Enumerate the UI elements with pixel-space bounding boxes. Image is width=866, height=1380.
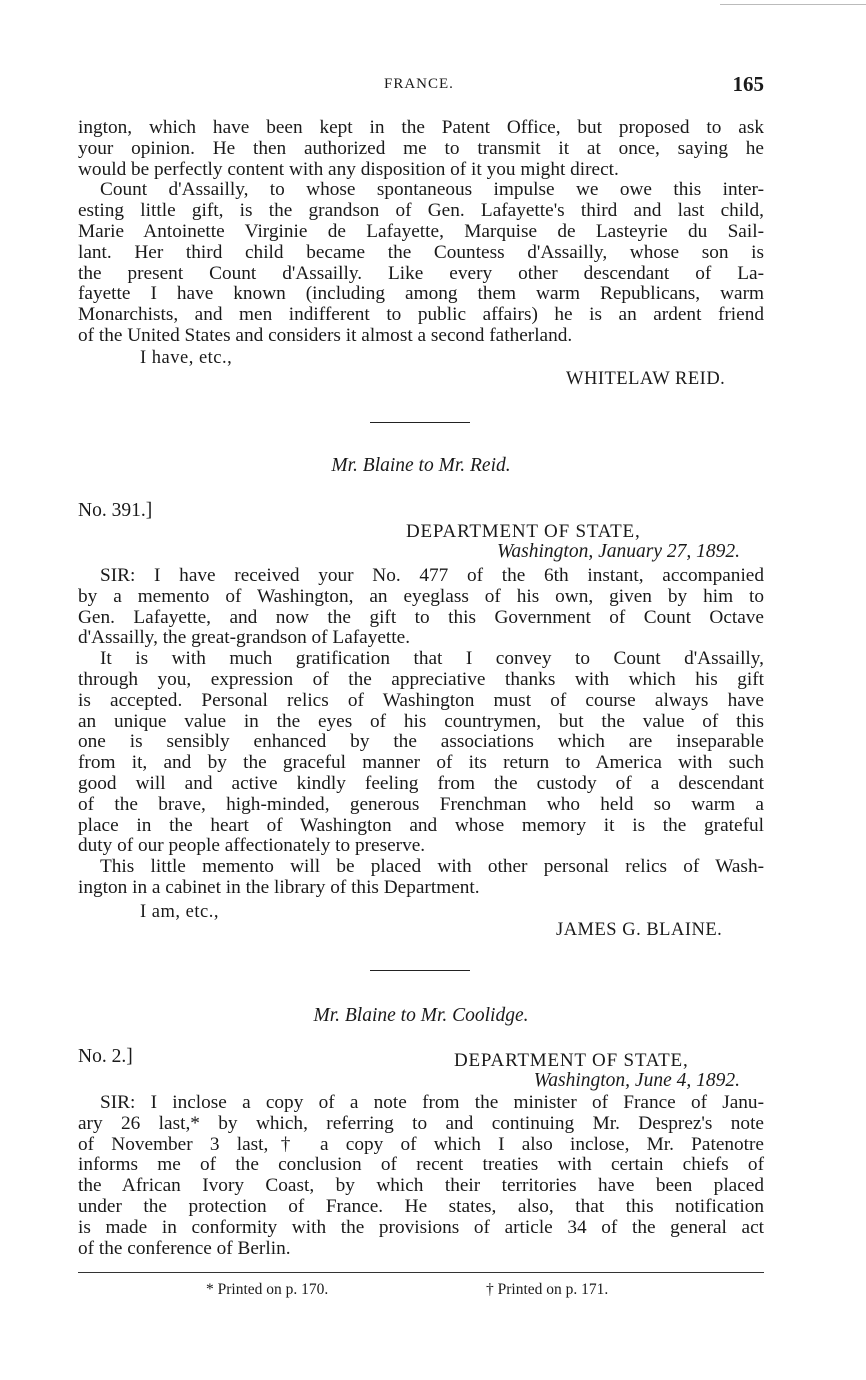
section-divider — [370, 970, 470, 971]
signature: JAMES G. BLAINE. — [556, 920, 723, 940]
letter-heading: Mr. Blaine to Mr. Reid. — [331, 455, 511, 476]
footnote-divider — [78, 1272, 764, 1273]
text-line: esting little gift, is the grandson of Gen. Lafayette's third and last child, — [78, 200, 764, 222]
document-number: No. 2.] — [78, 1046, 133, 1067]
text-line: duty of our people affectionately to preserve. — [78, 835, 426, 857]
document-number: No. 391.] — [78, 500, 153, 521]
text-line: Count d'Assailly, to whose spontaneous impulse we owe this inter- — [100, 179, 764, 201]
text-line: of November 3 last,† a copy of which I also inclose, Mr. Patenotre — [78, 1133, 764, 1155]
text-line: Monarchists, and men indifferent to public affairs) he is an ardent friend — [78, 304, 764, 326]
page-number: 165 — [732, 72, 764, 96]
text-line: lant. Her third child became the Countess d'Assailly, whose son is — [78, 241, 764, 263]
letter-heading: Mr. Blaine to Mr. Coolidge. — [313, 1005, 529, 1026]
text-line: It is with much gratification that I convey to Count d'Assailly, — [100, 648, 764, 670]
text-line: ington, which have been kept in the Patent Office, but proposed to ask — [78, 117, 764, 138]
department-label: DEPARTMENT OF STATE, — [454, 1050, 689, 1071]
text-line: informs me of the conclusion of recent treaties with certain chiefs of — [78, 1154, 764, 1176]
text-line: under the protection of France. He states, also, that this notification — [78, 1195, 764, 1217]
text-line: your opinion. He then authorized me to transmit it at once, saying he — [78, 137, 764, 159]
department-label: DEPARTMENT OF STATE, — [406, 521, 641, 542]
text-line: This little memento will be placed with other personal relics of Wash- — [100, 856, 764, 878]
closing-text: I am, etc., — [140, 902, 219, 922]
letter-body-text — [78, 1093, 764, 1259]
text-line: ary 26 last,* by which, referring to and continuing Mr. Desprez's note — [78, 1112, 764, 1134]
document-page — [78, 0, 764, 1380]
text-line: is made in conformity with the provisions of article 34 of the general act — [78, 1216, 764, 1238]
text-line: Marie Antoinette Virginie de Lafayette, Marquise de Lasteyrie du Sail- — [78, 220, 764, 242]
running-title: FRANCE. — [384, 76, 454, 92]
text-line: is accepted. Personal relics of Washington must of course always have — [78, 689, 764, 711]
running-head — [78, 72, 764, 100]
text-line: would be perfectly content with any disposition of it you might direct. — [78, 158, 619, 180]
text-line: from it, and by the graceful manner of its return to America with such — [78, 752, 764, 774]
text-line: one is sensibly enhanced by the associations which are inseparable — [78, 731, 764, 753]
text-line: fayette I have known (including among them warm Republicans, warm — [78, 283, 764, 305]
footnote: † Printed on p. 171. — [486, 1281, 609, 1298]
section-divider — [370, 422, 470, 423]
text-line: good will and active kindly feeling from the custody of a descendant — [78, 772, 764, 794]
text-line: an unique value in the eyes of his countrymen, but the value of this — [78, 710, 764, 732]
text-line: of the conference of Berlin. — [78, 1237, 291, 1259]
text-line: of the brave, high-minded, generous Frenchman who held so warm a — [78, 793, 764, 815]
text-line: SIR: I have received your No. 477 of the 6th instant, accompanied — [100, 565, 764, 586]
signature: WHITELAW REID. — [566, 369, 726, 389]
letter-body-text — [78, 566, 764, 899]
text-line: ington in a cabinet in the library of this Department. — [78, 876, 480, 898]
letter-continuation-text — [78, 118, 764, 347]
dateline: Washington, June 4, 1892. — [533, 1070, 740, 1091]
text-line: the present Count d'Assailly. Like every other descendant of La- — [78, 262, 764, 284]
text-line: SIR: I inclose a copy of a note from the minister of France of Janu- — [100, 1092, 764, 1113]
text-line: place in the heart of Washington and whose memory it is the grateful — [78, 814, 764, 836]
closing-text: I have, etc., — [140, 348, 233, 368]
text-line: of the United States and considers it almost a second fatherland. — [78, 324, 573, 346]
dateline: Washington, January 27, 1892. — [496, 541, 740, 562]
text-line: by a memento of Washington, an eyeglass of his own, given by him to — [78, 585, 764, 607]
text-line: d'Assailly, the great-grandson of Lafayette. — [78, 627, 411, 649]
footnote: * Printed on p. 170. — [206, 1281, 329, 1298]
text-line: through you, expression of the appreciative thanks with which his gift — [78, 668, 764, 690]
text-line: the African Ivory Coast, by which their territories have been placed — [78, 1175, 764, 1197]
text-line: Gen. Lafayette, and now the gift to this Government of Count Octave — [78, 606, 764, 628]
